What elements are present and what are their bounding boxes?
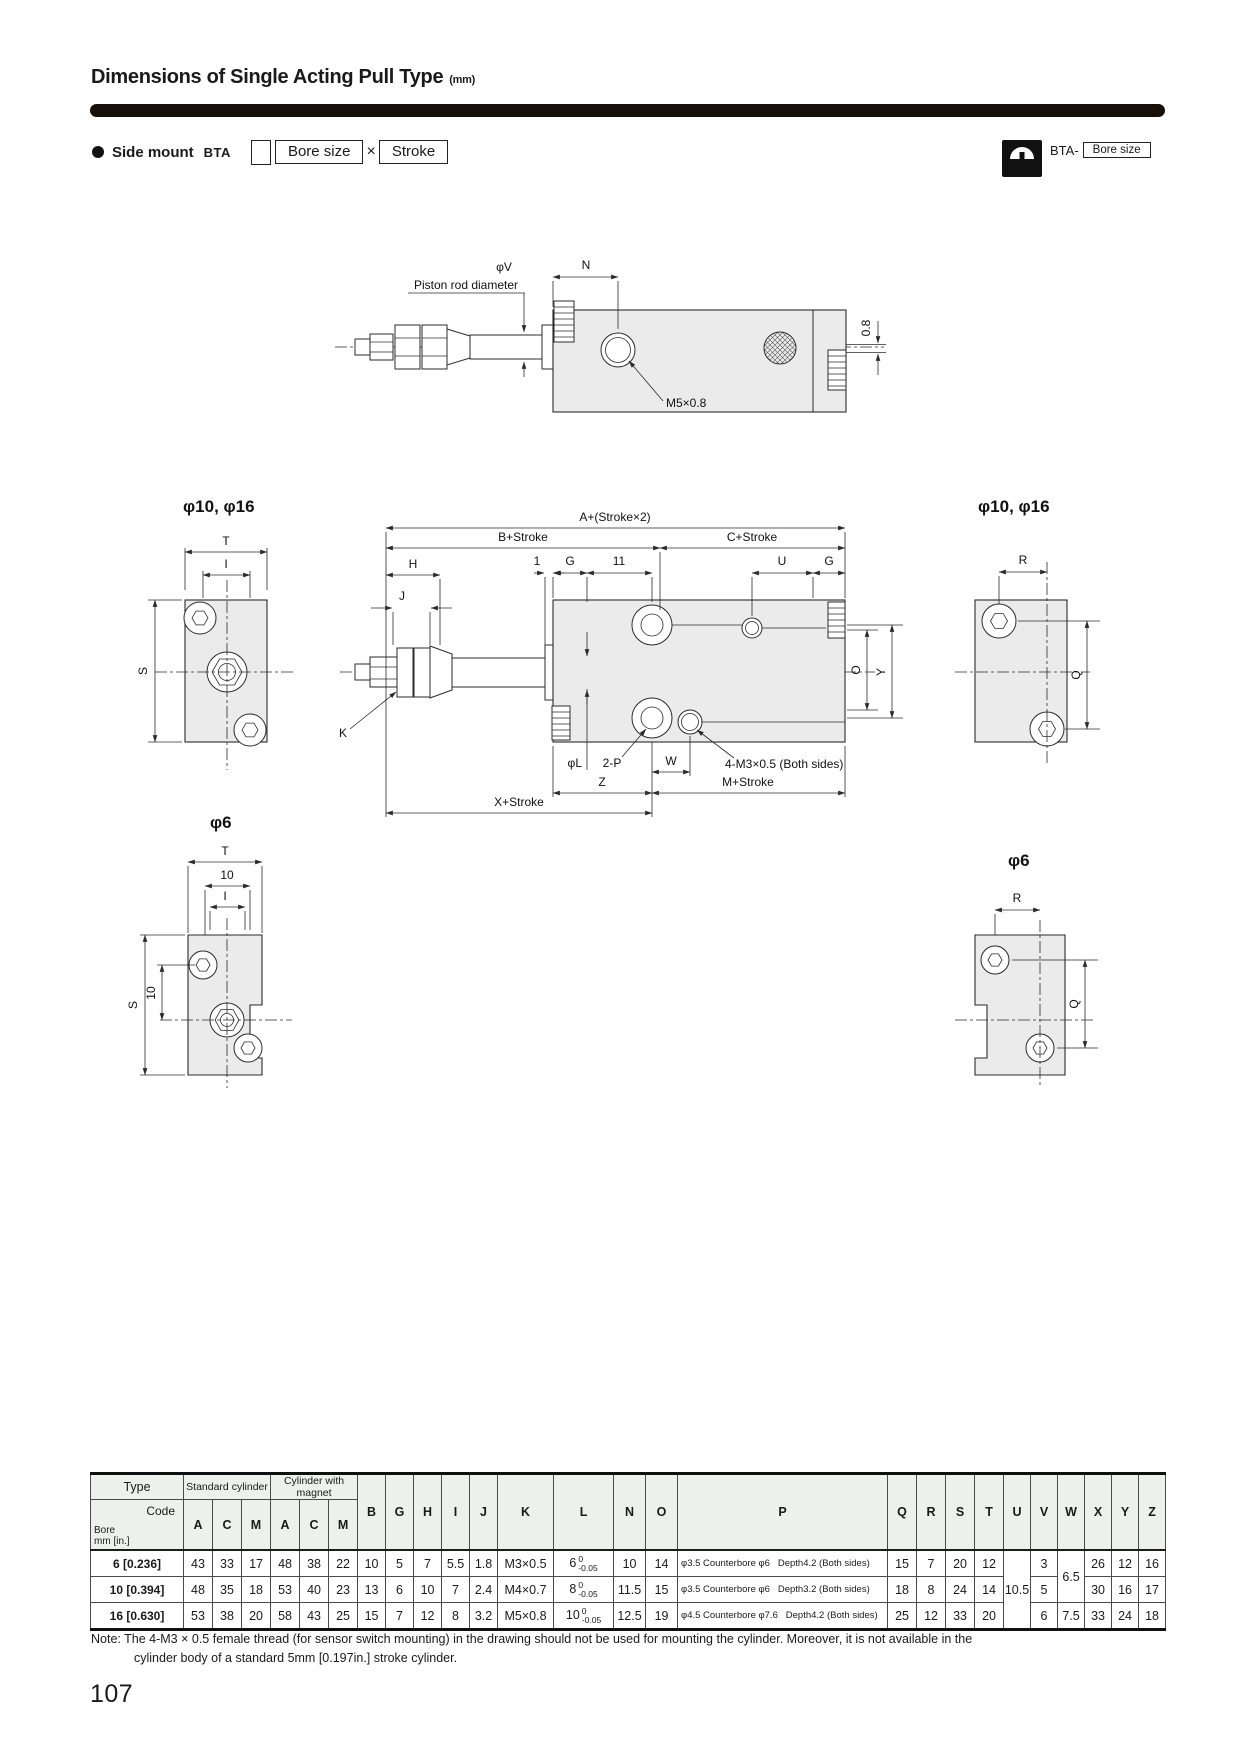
label-k: K [338, 726, 348, 740]
col-header-B: B [358, 1474, 386, 1551]
cell: 15 [646, 1577, 678, 1603]
cell: 12 [975, 1550, 1004, 1577]
cell: 2.4 [470, 1577, 498, 1603]
dim-label-y: Y [874, 667, 888, 677]
footnote-line2: cylinder body of a standard 5mm [0.197in.] stroke cylinder. [134, 1651, 458, 1665]
cell-w-merged: 6.5 [1058, 1550, 1085, 1603]
dim-label-s6: S [126, 1000, 140, 1010]
bore-cell: 10 [0.394] [91, 1577, 184, 1603]
col-header-W: W [1058, 1474, 1085, 1551]
sub-header-A-std: A [184, 1500, 213, 1551]
cad-order-block [1002, 140, 1151, 177]
cell: 3 [1031, 1550, 1058, 1577]
col-header-P: P [678, 1474, 888, 1551]
cell: 15 [888, 1550, 917, 1577]
cad-icon [1002, 140, 1042, 177]
label-4m3: 4-M3×0.5 (Both sides) [725, 757, 844, 771]
dim-label-o: O [849, 665, 863, 675]
col-header-U: U [1004, 1474, 1031, 1551]
cell: 25 [888, 1603, 917, 1630]
cell: 24 [1112, 1603, 1139, 1630]
dim-label-c: C+Stroke [726, 530, 778, 544]
knurled-ring-bottom-right [828, 350, 846, 390]
left-end-view-6 [126, 813, 292, 1088]
cell: 3.2 [470, 1603, 498, 1630]
corner-code-bore-cell [91, 1500, 184, 1551]
footnote-label: Note: [91, 1632, 121, 1646]
cell: M5×0.8 [498, 1603, 554, 1630]
footnote-line1: Note: The 4-M3 × 0.5 female thread (for sensor switch mounting) in the drawing should not be used for mounting the cylinder. Moreover, it is not available in the [91, 1632, 973, 1646]
main-dimension-drawing [100, 440, 1120, 830]
cell: 12.5 [614, 1603, 646, 1630]
cell: M4×0.7 [498, 1577, 554, 1603]
cell: 12 [1112, 1550, 1139, 1577]
cell: 1.8 [470, 1550, 498, 1577]
heading-left-6: φ6 [210, 813, 232, 832]
cell: 20 [242, 1603, 271, 1630]
dim-label-10-top: 10 [220, 868, 234, 882]
cell: 38 [300, 1550, 329, 1577]
cell: 19 [646, 1603, 678, 1630]
dim-label-z: Z [598, 775, 606, 789]
heading-right-1016: φ10, φ16 [978, 497, 1050, 516]
col-header-T: T [975, 1474, 1004, 1551]
footnote [91, 1630, 1166, 1668]
cell: 53 [184, 1603, 213, 1630]
cell: 17 [242, 1550, 271, 1577]
cell: 5 [386, 1550, 414, 1577]
col-header-N: N [614, 1474, 646, 1551]
dim-label-q6: Q [1067, 999, 1081, 1009]
cell: 7 [414, 1550, 442, 1577]
cell: 18 [242, 1577, 271, 1603]
piston-rod-assembly [355, 325, 553, 369]
cell: 16 [1112, 1577, 1139, 1603]
cell: 14 [646, 1550, 678, 1577]
dim-label-t: T [222, 534, 230, 548]
bore-cell: 6 [0.236] [91, 1550, 184, 1577]
cell: 6 [1031, 1603, 1058, 1630]
cell: 7 [917, 1550, 946, 1577]
cad-icon-label: CAD [1009, 161, 1035, 175]
cell: 43 [184, 1550, 213, 1577]
cell: 7 [386, 1603, 414, 1630]
dim-label-g-left: G [565, 554, 575, 568]
cell: 8 [917, 1577, 946, 1603]
cell: 18 [888, 1577, 917, 1603]
main-side-view [340, 600, 875, 742]
left-end-view-1016 [136, 497, 295, 770]
col-header-K: K [498, 1474, 554, 1551]
cell: 8 [442, 1603, 470, 1630]
col-header-S: S [946, 1474, 975, 1551]
dim-label-h: H [408, 557, 418, 571]
cell: 10 [414, 1577, 442, 1603]
cell: 7 [442, 1577, 470, 1603]
dim-label-1: 1 [533, 554, 541, 568]
col-header-X: X [1085, 1474, 1112, 1551]
cell: 23 [329, 1577, 358, 1603]
cell: 17 [1139, 1577, 1166, 1603]
dim-label-w: W [665, 754, 677, 768]
dim-label-b: B+Stroke [498, 530, 548, 544]
sub-header-C-std: C [213, 1500, 242, 1551]
dim-label-11: 11 [612, 554, 626, 568]
cell: 33 [1085, 1603, 1112, 1630]
right-end-view-1016 [955, 497, 1100, 765]
dim-label-i6: I [223, 889, 227, 903]
sub-header-A-mag: A [271, 1500, 300, 1551]
corner-type-cell: Type [91, 1474, 184, 1500]
col-header-J: J [470, 1474, 498, 1551]
dim-label-t6: T [221, 844, 229, 858]
dim-label-n: N [581, 258, 591, 272]
cell: 26 [1085, 1550, 1112, 1577]
cell: 13 [358, 1577, 386, 1603]
cell: 30 [1085, 1577, 1112, 1603]
cell: 7.5 [1058, 1603, 1085, 1630]
col-header-R: R [917, 1474, 946, 1551]
knurled-ring-top-left [554, 301, 574, 342]
dim-label-i: I [224, 557, 228, 571]
cell: 58 [271, 1603, 300, 1630]
col-header-I: I [442, 1474, 470, 1551]
times-symbol: × [366, 143, 376, 160]
phi6-end-views-drawing [100, 800, 1120, 1090]
dim-label-x: X+Stroke [494, 795, 544, 809]
cell: 6 [386, 1577, 414, 1603]
col-header-V: V [1031, 1474, 1058, 1551]
cell: 20 [946, 1550, 975, 1577]
cell: 48 [271, 1550, 300, 1577]
stroke-box: Stroke [379, 140, 448, 164]
cell: 15 [358, 1603, 386, 1630]
page-number: 107 [90, 1680, 134, 1708]
col-header-L: L [554, 1474, 614, 1551]
dim-label-s: S [136, 666, 150, 676]
unit-label: (mm) [449, 74, 475, 86]
knurled-ring-bottom-left [552, 706, 570, 740]
dim-label-phil: φL [567, 756, 582, 770]
corner-code-label: Code [146, 1504, 175, 1518]
dim-label-a: A+(Stroke×2) [579, 510, 651, 524]
cad-model-prefix: BTA- [1050, 143, 1079, 158]
cell: 33 [946, 1603, 975, 1630]
cell: 10 [614, 1550, 646, 1577]
side-mount-header [92, 138, 448, 166]
cell-counterbore: φ4.5 Counterbore φ7.6 Depth4.2 (Both sides) [678, 1603, 888, 1630]
cell: 22 [329, 1550, 358, 1577]
cell: M3×0.5 [498, 1550, 554, 1577]
cell: 18 [1139, 1603, 1166, 1630]
cad-icon-notch [1020, 152, 1025, 159]
dim-label-u: U [777, 554, 787, 568]
cell: 12 [917, 1603, 946, 1630]
right-end-view-6 [955, 851, 1098, 1088]
cell-tolerance: 6 0 -0.05 [554, 1550, 614, 1577]
cell-tolerance: 10 0 -0.05 [554, 1603, 614, 1630]
title-rule-bar [90, 104, 1165, 117]
col-header-Y: Y [1112, 1474, 1139, 1551]
cell: 53 [271, 1577, 300, 1603]
bullet-icon [92, 146, 104, 158]
sub-header-C-mag: C [300, 1500, 329, 1551]
cell: 11.5 [614, 1577, 646, 1603]
sub-header-M-mag: M [329, 1500, 358, 1551]
cell: 5.5 [442, 1550, 470, 1577]
dim-label-j: J [399, 589, 405, 603]
bore-size-box: Bore size [275, 140, 364, 164]
dimensions-table [90, 1472, 1166, 1631]
dim-label-g-right: G [824, 554, 834, 568]
heading-right-6: φ6 [1008, 851, 1030, 870]
cell-tolerance: 8 0 -0.05 [554, 1577, 614, 1603]
dim-label-r6: R [1012, 891, 1022, 905]
top-side-view-drawing [280, 225, 920, 420]
sub-header-M-std: M [242, 1500, 271, 1551]
knurled-ring-top-right [828, 602, 845, 638]
main-dimensions-right [847, 625, 903, 718]
cell: 25 [329, 1603, 358, 1630]
page-title [91, 66, 475, 89]
cell: 33 [213, 1550, 242, 1577]
bore-cell: 16 [0.630] [91, 1603, 184, 1630]
dim-label-10-side: 10 [144, 986, 158, 1000]
col-header-G: G [386, 1474, 414, 1551]
col-header-O: O [646, 1474, 678, 1551]
dim-label-q: Q [1069, 670, 1083, 680]
page-title-text: Dimensions of Single Acting Pull Type [91, 66, 444, 88]
col-header-Q: Q [888, 1474, 917, 1551]
cell: 14 [975, 1577, 1004, 1603]
cell: 12 [414, 1603, 442, 1630]
cell: 43 [300, 1603, 329, 1630]
breather-hatch-circle [764, 332, 796, 364]
dim-label-m: M+Stroke [722, 775, 774, 789]
cell: 16 [1139, 1550, 1166, 1577]
cad-bore-size-box: Bore size [1083, 142, 1151, 158]
cell: 38 [213, 1603, 242, 1630]
cell: 20 [975, 1603, 1004, 1630]
dim-label-phi-v: φV [496, 260, 512, 274]
side-mount-label: Side mount [112, 143, 194, 161]
group-cylinder-with-magnet: Cylinder with magnet [271, 1474, 358, 1500]
cell-u-merged: 10.5 [1004, 1550, 1031, 1630]
cell-counterbore: φ3.5 Counterbore φ6 Depth4.2 (Both sides) [678, 1550, 888, 1577]
cell: 48 [184, 1577, 213, 1603]
group-standard-cylinder: Standard cylinder [184, 1474, 271, 1500]
cell: 40 [300, 1577, 329, 1603]
cell-counterbore: φ3.5 Counterbore φ6 Depth3.2 (Both sides) [678, 1577, 888, 1603]
label-2p: 2-P [602, 756, 622, 770]
cell: 10 [358, 1550, 386, 1577]
heading-left-1016: φ10, φ16 [183, 497, 255, 516]
dim-label-08: 0.8 [859, 319, 873, 337]
port-label: M5×0.8 [666, 396, 707, 410]
dim-label-r: R [1018, 553, 1028, 567]
table-row-bore6 [91, 1550, 1166, 1577]
piston-rod-note: Piston rod diameter [413, 278, 519, 292]
corner-bore-label: Bore mm [in.] [94, 1525, 130, 1547]
cell: 35 [213, 1577, 242, 1603]
col-header-Z: Z [1139, 1474, 1166, 1551]
cell: 24 [946, 1577, 975, 1603]
model-code-label: BTA [203, 144, 231, 160]
bore-code-blank-box [251, 140, 271, 165]
cell: 5 [1031, 1577, 1058, 1603]
col-header-H: H [414, 1474, 442, 1551]
